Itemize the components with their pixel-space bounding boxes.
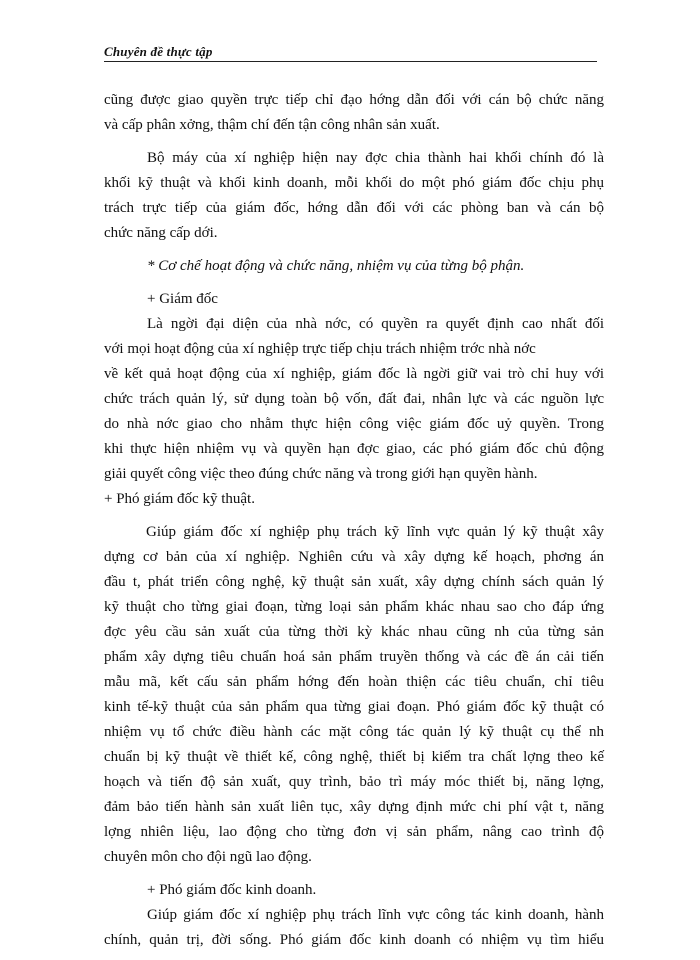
text-line: đảm bảo tiến hành sản xuất liên tục, xây dựng định mức chi phí vật t, năng — [104, 799, 604, 815]
subheading-giam-doc: + Giám đốc — [147, 291, 218, 307]
subheading-pho-giam-doc-ky-thuat: + Phó giám đốc kỹ thuật. — [104, 491, 255, 507]
subheading-pho-giam-doc-kinh-doanh: + Phó giám đốc kinh doanh. — [147, 882, 317, 898]
text-line: chức trách quản lý, sử dụng toàn bộ vốn, đất đai, nhân lực và các nguồn lực — [104, 391, 604, 407]
text-line: đầu t, phát triển công nghệ, kỹ thuật sản xuất, xây dựng chính sách quản lý — [104, 574, 604, 590]
text-line: cũng được giao quyền trực tiếp chỉ đạo hớng dẫn đối với cán bộ chức năng — [104, 92, 604, 108]
text-line: chính, quản trị, đời sống. Phó giám đốc kinh doanh có nhiệm vụ tìm hiểu — [104, 932, 604, 948]
text-line: Bộ máy của xí nghiệp hiện nay đợc chia thành hai khối chính đó là — [147, 150, 604, 166]
text-line: trách trực tiếp của giám đốc, hớng dẫn đối với các phòng ban và cán bộ — [104, 200, 604, 216]
text-line: chuyên môn cho đội ngũ lao động. — [104, 849, 312, 865]
text-line: hoạch và tiến độ sản xuất, quy trình, bảo trì máy móc thiết bị, năng lợng, — [104, 774, 604, 790]
text-line: giải quyết công việc theo đúng chức năng và trong giới hạn quyền hành. — [104, 466, 538, 482]
text-line: khối kỹ thuật và khối kinh doanh, mỗi khối do một phó giám đốc chịu phụ — [104, 175, 604, 191]
text-line: do nhà nớc giao cho nhằm thực hiện công việc giám đốc uỷ quyền. Trong — [104, 416, 604, 432]
text-line: phẩm xây dựng tiêu chuẩn hoá sản phẩm truyền thống và các đề án cải tiến — [104, 649, 604, 665]
text-line: dựng cơ bản của xí nghiệp. Nghiên cứu và xây dựng kế hoạch, phơng án — [104, 549, 604, 565]
section-heading-italic: * Cơ chế hoạt động và chức năng, nhiệm vụ của từng bộ phận. — [147, 258, 525, 274]
text-line: Là ngời đại diện của nhà nớc, có quyền ra quyết định cao nhất đối — [147, 316, 604, 332]
text-line: mẫu mã, kết cấu sản phẩm hớng đến hoàn thiện các tiêu chuẩn, chỉ tiêu — [104, 674, 604, 690]
text-line: và cấp phân xởng, thậm chí đến tận công nhân sản xuất. — [104, 117, 440, 133]
text-line: chức năng cấp dới. — [104, 225, 218, 241]
header-divider — [104, 61, 597, 62]
text-line: với mọi hoạt động của xí nghiệp trực tiếp chịu trách nhiệm trớc nhà nớc — [104, 341, 536, 357]
text-line: kỹ thuật cho từng giai đoạn, từng loại sản phẩm khác nhau sao cho đáp ứng — [104, 599, 604, 615]
text-line: kinh tế-kỹ thuật của sản phẩm qua từng giai đoạn. Phó giám đốc kỹ thuật có — [104, 699, 604, 715]
text-line: chuẩn bị kỹ thuật về thiết kế, công nghệ, thiết bị kiểm tra chất lợng theo kế — [104, 749, 604, 765]
text-line: về kết quả hoạt động của xí nghiệp, giám đốc là ngời giữ vai trò chỉ huy với — [104, 366, 604, 382]
text-line: nhiệm vụ tổ chức điều hành các mặt công tác quản lý kỹ thuật cụ thể nh — [104, 724, 604, 740]
text-line: đợc yêu cầu sản xuất của từng thời kỳ khác nhau cũng nh của từng sản — [104, 624, 604, 640]
page-header-title: Chuyên đề thực tập — [104, 44, 213, 59]
text-line: Giúp giám đốc xí nghiệp phụ trách kỹ lĩnh vực quản lý kỹ thuật xây — [146, 524, 604, 540]
text-line: Giúp giám đốc xí nghiệp phụ trách lĩnh vực công tác kinh doanh, hành — [147, 907, 604, 923]
text-line: lợng nhiên liệu, lao động cho từng đơn vị sản phẩm, nâng cao trình độ — [104, 824, 604, 840]
text-line: khi thực hiện nhiệm vụ và quyền hạn đợc giao, các phó giám đốc chủ động — [104, 441, 604, 457]
